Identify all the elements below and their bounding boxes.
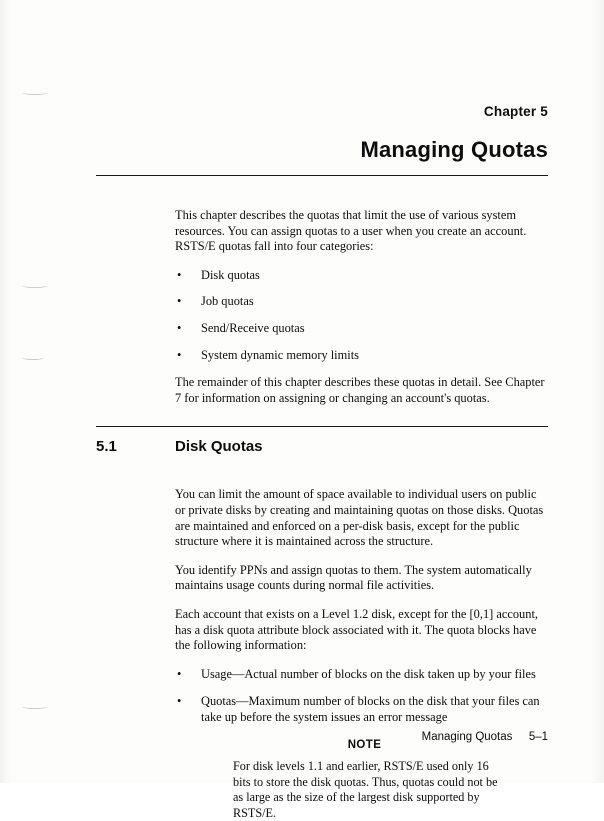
note-block: [215, 739, 514, 821]
section-title: Disk Quotas: [175, 438, 263, 456]
list-item: [175, 667, 548, 683]
bullet-icon: •: [177, 347, 182, 362]
list-item: [175, 348, 548, 364]
scan-artifact: [22, 353, 44, 360]
quota-bullet-list: [175, 667, 548, 726]
bullet-icon: •: [177, 267, 182, 282]
page-content: [96, 0, 548, 821]
section-heading: [96, 438, 548, 455]
bullet-icon: •: [177, 320, 182, 335]
page-footer: [422, 731, 548, 743]
scan-artifact: [22, 88, 48, 95]
list-item: [175, 268, 548, 284]
intro-closing-paragraph: The remainder of this chapter describes these quotas in detail. See Chapter 7 for information on assigning or changing an account's quotas.: [175, 375, 545, 405]
scan-artifact: [22, 702, 48, 709]
list-item: [175, 694, 548, 725]
section-rule: [96, 426, 548, 427]
list-item-label: Send/Receive quotas: [201, 320, 305, 335]
page-title: Managing Quotas: [360, 137, 548, 162]
footer-page-number: 5–1: [528, 731, 548, 743]
list-item-label: Quotas—Maximum number of blocks on the disk that your files can take up before the system issues an error message: [201, 694, 540, 724]
intro-bullet-list: [175, 268, 548, 363]
section-paragraph-1: You can limit the amount of space available to individual users on public or private disks by creating and maintaining quotas on those disks. Quotas are maintained and enforced on a per-disk basis, except for the public structure where it is maintained across the structure.: [175, 487, 544, 549]
list-item-label: Usage—Actual number of blocks on the disk taken up by your files: [201, 666, 536, 681]
bullet-icon: •: [177, 666, 182, 681]
body-column: [175, 208, 548, 406]
list-item-label: System dynamic memory limits: [201, 347, 359, 362]
note-text: For disk levels 1.1 and earlier, RSTS/E used only 16 bits to store the disk quotas. Thus, quotas could not be as large as the size of the largest disk supported by RSTS/E.: [233, 759, 498, 820]
title-rule: [96, 175, 548, 176]
scan-artifact: [22, 281, 48, 288]
page-edge-shadow-right: [592, 0, 604, 783]
list-item-label: Job quotas: [201, 294, 254, 309]
note-title: NOTE: [347, 739, 382, 752]
bullet-icon: •: [177, 694, 182, 709]
section-paragraph-3: Each account that exists on a Level 1.2 disk, except for the [0,1] account, has a disk quota attribute block associated with it. The quota blocks have the following information:: [175, 606, 538, 653]
page-edge-shadow-left: [0, 0, 12, 783]
chapter-label: Chapter 5: [483, 104, 548, 119]
bullet-icon: •: [177, 294, 182, 309]
list-item: [175, 294, 548, 310]
footer-title: Managing Quotas: [421, 731, 513, 743]
intro-paragraph: This chapter describes the quotas that limit the use of various system resources. You can assign quotas to a user when you create an account. RSTS/E quotas fall into four categories:: [175, 208, 527, 254]
list-item: [175, 321, 548, 337]
section-paragraph-2: You identify PPNs and assign quotas to them. The system automatically maintains usage counts during normal file activities.: [175, 562, 532, 593]
section-body-column: [175, 487, 548, 821]
list-item-label: Disk quotas: [201, 267, 260, 282]
section-number: 5.1: [96, 438, 117, 456]
